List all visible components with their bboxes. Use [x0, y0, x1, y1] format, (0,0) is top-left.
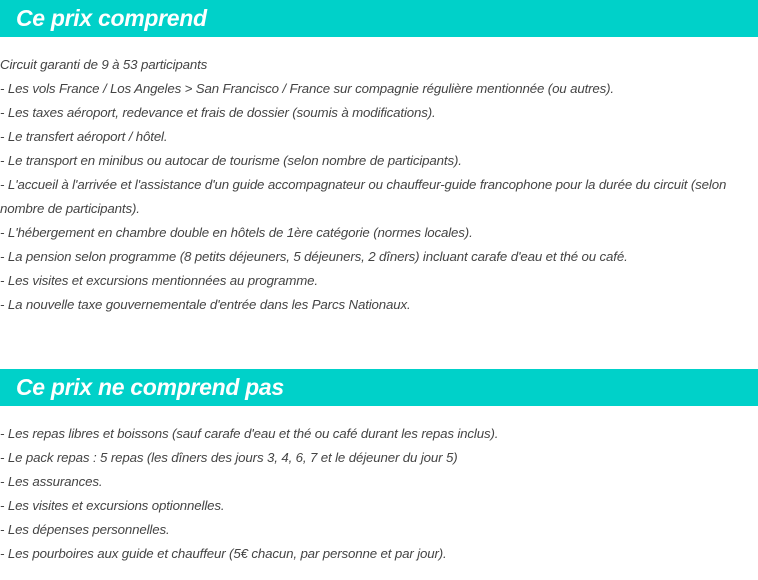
list-item: - La nouvelle taxe gouvernementale d'entrée dans les Parcs Nationaux.: [0, 297, 411, 312]
list-item: - Les dépenses personnelles.: [0, 522, 170, 537]
list-item: - L'accueil à l'arrivée et l'assistance d'un guide accompagnateur ou chauffeur-guide francophone pour la durée du circuit (selon nombre de participants).: [0, 177, 727, 216]
list-item: - Le pack repas : 5 repas (les dîners des jours 3, 4, 6, 7 et le déjeuner du jour 5): [0, 450, 458, 465]
included-list: [0, 37, 758, 317]
list-item: - L'hébergement en chambre double en hôtels de 1ère catégorie (normes locales).: [0, 225, 473, 240]
list-item: Circuit garanti de 9 à 53 participants: [0, 57, 208, 72]
list-item: - Les assurances.: [0, 474, 103, 489]
excluded-header: [0, 369, 758, 406]
list-item: - Les pourboires aux guide et chauffeur (5€ chacun, par personne et par jour).: [0, 546, 447, 561]
list-item: - La pension selon programme (8 petits déjeuners, 5 déjeuners, 2 dîners) incluant carafe d'eau et thé ou café.: [0, 249, 628, 264]
list-item: - Le transport en minibus ou autocar de tourisme (selon nombre de participants).: [0, 153, 462, 168]
list-item: - Les repas libres et boissons (sauf carafe d'eau et thé ou café durant les repas inclus).: [0, 426, 499, 441]
included-title: Ce prix comprend: [16, 5, 207, 31]
list-item: - Le transfert aéroport / hôtel.: [0, 129, 168, 144]
list-item: - Les taxes aéroport, redevance et frais de dossier (soumis à modifications).: [0, 105, 436, 120]
list-item: - Les visites et excursions mentionnées au programme.: [0, 273, 318, 288]
excluded-list: [0, 406, 758, 566]
included-header: [0, 0, 758, 37]
list-item: - Les visites et excursions optionnelles.: [0, 498, 225, 513]
list-item: - Les vols France / Los Angeles > San Francisco / France sur compagnie régulière mentionnée (ou autres).: [0, 81, 614, 96]
excluded-title: Ce prix ne comprend pas: [16, 374, 284, 400]
